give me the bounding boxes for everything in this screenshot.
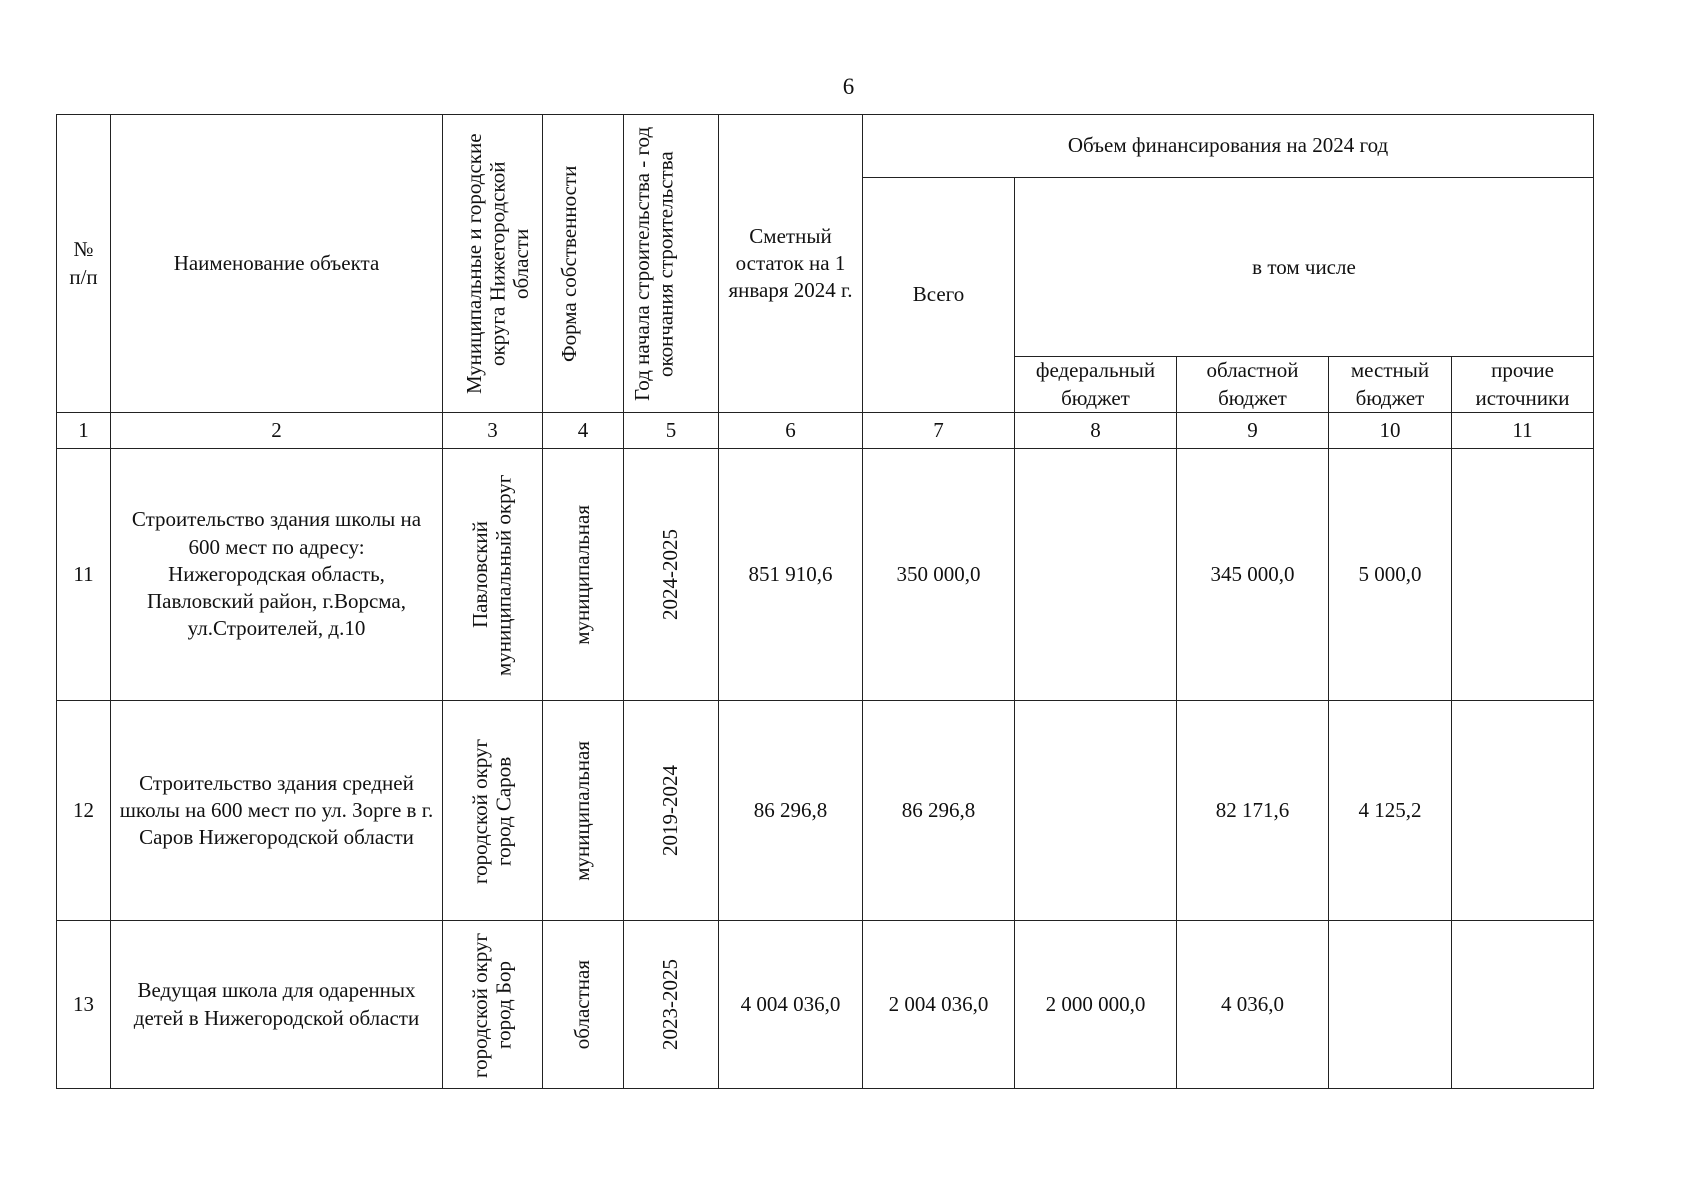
row-no: 12 (57, 701, 111, 921)
row-ownership-text: областная (570, 959, 595, 1050)
object-name: Строительство здания школы на 600 мест по адресу: Нижегородская область, Павловский район, г.Ворсма, ул.Строителей, д.10 (111, 449, 443, 701)
row-ownership (543, 921, 624, 1089)
header-total: Всего (863, 178, 1015, 413)
row-ownership (543, 701, 624, 921)
row-other (1452, 449, 1594, 701)
row-ownership-text: муниципальная (570, 504, 595, 645)
row-municipality-text: Павловский муниципальный округ (467, 473, 516, 676)
row-total: 350 000,0 (863, 449, 1015, 701)
row-years (624, 701, 719, 921)
row-years-text: 2023-2025 (658, 959, 683, 1050)
column-number: 11 (1452, 413, 1594, 449)
row-local (1329, 921, 1452, 1089)
table-row (57, 921, 1594, 1089)
table-row (57, 701, 1594, 921)
header-municipality-text: Муниципальные и городские округа Нижегородской области (461, 133, 533, 394)
row-regional: 4 036,0 (1177, 921, 1329, 1089)
row-federal (1015, 701, 1177, 921)
column-number: 6 (719, 413, 863, 449)
header-municipality (443, 115, 543, 413)
column-number: 8 (1015, 413, 1177, 449)
header-including: в том числе (1015, 178, 1594, 357)
row-years-text: 2019-2024 (658, 765, 683, 856)
row-no: 11 (57, 449, 111, 701)
row-estimate: 4 004 036,0 (719, 921, 863, 1089)
row-no: 13 (57, 921, 111, 1089)
column-number: 9 (1177, 413, 1329, 449)
page-number: 6 (842, 74, 855, 99)
object-name: Строительство здания средней школы на 600 мест по ул. Зорге в г. Саров Нижегородской области (111, 701, 443, 921)
row-municipality (443, 921, 543, 1089)
row-local: 5 000,0 (1329, 449, 1452, 701)
header-name: Наименование объекта (111, 115, 443, 413)
row-federal (1015, 449, 1177, 701)
header-years (624, 115, 719, 413)
financing-table (56, 114, 1594, 1089)
row-other (1452, 921, 1594, 1089)
row-years (624, 921, 719, 1089)
header-other: прочие источники (1452, 357, 1594, 413)
column-number: 3 (443, 413, 543, 449)
header-funding-group: Объем финансирования на 2024 год (863, 115, 1594, 178)
row-regional: 82 171,6 (1177, 701, 1329, 921)
column-number: 4 (543, 413, 624, 449)
column-number: 1 (57, 413, 111, 449)
header-estimate: Сметный остаток на 1 января 2024 г. (719, 115, 863, 413)
row-local: 4 125,2 (1329, 701, 1452, 921)
header-ownership-text: Форма собственности (557, 165, 581, 362)
row-municipality (443, 449, 543, 701)
row-municipality-text: городской округ город Саров (467, 737, 516, 884)
column-number: 10 (1329, 413, 1452, 449)
row-municipality (443, 701, 543, 921)
header-no: № п/п (57, 115, 111, 413)
row-other (1452, 701, 1594, 921)
column-number-row (57, 413, 1594, 449)
row-ownership (543, 449, 624, 701)
row-total: 2 004 036,0 (863, 921, 1015, 1089)
row-ownership-text: муниципальная (570, 740, 595, 881)
header-ownership (543, 115, 624, 413)
row-estimate: 86 296,8 (719, 701, 863, 921)
column-number: 7 (863, 413, 1015, 449)
row-years (624, 449, 719, 701)
header-federal: федеральный бюджет (1015, 357, 1177, 413)
row-total: 86 296,8 (863, 701, 1015, 921)
row-regional: 345 000,0 (1177, 449, 1329, 701)
table-row (57, 449, 1594, 701)
column-number: 5 (624, 413, 719, 449)
row-municipality-text: городской округ город Бор (467, 931, 516, 1078)
header-row-1 (57, 115, 1594, 178)
row-years-text: 2024-2025 (658, 529, 683, 620)
row-federal: 2 000 000,0 (1015, 921, 1177, 1089)
header-regional: областной бюджет (1177, 357, 1329, 413)
object-name: Ведущая школа для одаренных детей в Нижегородской области (111, 921, 443, 1089)
row-estimate: 851 910,6 (719, 449, 863, 701)
header-years-text: Год начала строительства - год окончания строительства (630, 126, 678, 401)
column-number: 2 (111, 413, 443, 449)
header-local: местный бюджет (1329, 357, 1452, 413)
